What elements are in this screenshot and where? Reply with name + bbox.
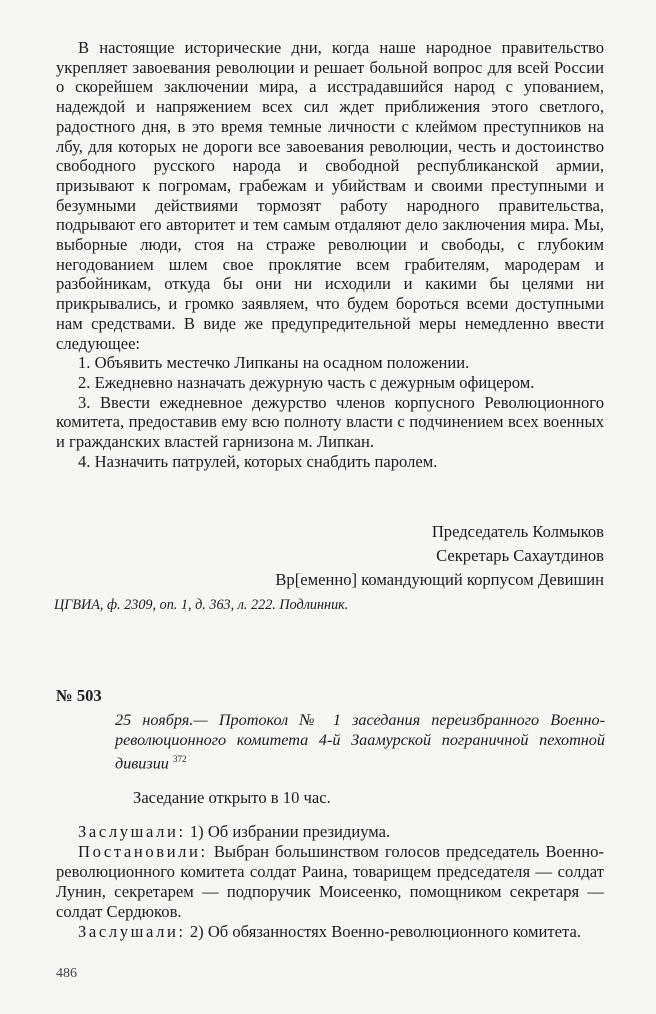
minutes-text: Выбран большинством голосов председатель Военно-революционного комитета солдат Раина, товарищем председателя — солдат Лунин, секретарем — подпоручик Моисеенко, помощником секретаря — солдат Сердюков. — [56, 842, 604, 921]
document-title — [115, 711, 605, 774]
page-number: 486 — [56, 966, 77, 981]
point-3: 3. Ввести ежедневное дежурство членов корпусного Революционного комитета, предоставив ему всю полноту власти с подчинением всех военных и гражданских властей гарнизона м. Липкан. — [56, 392, 604, 452]
point-1: 1. Объявить местечко Липканы на осадном положении. — [78, 353, 470, 373]
archive-source: ЦГВИА, ф. 2309, оп. 1, д. 363, л. 222. Подлинник. — [54, 597, 349, 613]
point-4: 4. Назначить патрулей, которых снабдить паролем. — [78, 451, 438, 471]
minutes-text: 1) Об избрании президиума. — [189, 822, 391, 841]
minutes-text: 2) Об обязанностях Военно-революционного комитета. — [189, 922, 581, 941]
document-number: № 503 — [56, 686, 102, 705]
meeting-opening: Заседание открыто в 10 час. — [133, 788, 331, 807]
minutes-item — [56, 822, 604, 842]
minutes-item — [56, 842, 604, 922]
intro-paragraph: В настоящие исторические дни, когда наше народное правительство укрепляет завоевания революции и решает больной вопрос для всей России о скорейшем заключении мира, а исстрадавшийся народ с упованием, надеждой и напряжением всех сил ждет приближения этого светлого, радостного дня, в это время темные личности с клеймом преступников на лбу, для которых не дороги все завоевания революции, честь и достоинство свободного русского народа и свободной республиканской армии, призывают к погромам, грабежам и убийствам и своими преступными и безумными действиями тормозят работу народного правительства, подрывают его авторитет и тем самым отдаляют дело заключения мира. Мы, выборные люди, стоя на страже революции и свободы, с глубоким негодованием шлем свое проклятие всем грабителям, мародерам и разбойникам, откуда бы они ни исходили и какими бы целями ни прикрывались, и громко заявляем, что будем бороться всеми доступными нам средствами. В виде же предупредительной меры немедленно ввести следующее: — [56, 38, 604, 353]
point-2: 2. Ежедневно назначать дежурную часть с дежурным офицером. — [78, 372, 535, 392]
secretary-signature: Секретарь Сахаутдинов — [436, 546, 604, 565]
signature-block — [56, 520, 604, 592]
minutes-item — [56, 922, 604, 942]
chairman-signature: Председатель Колмыков — [431, 522, 604, 541]
document-title-text: 25 ноября.— Протокол № 1 заседания переизбранного Военно-революционного комитета 4-й Заамурской пограничной пехотной дивизии — [115, 711, 605, 773]
minutes-label: Постановили: — [78, 842, 208, 861]
minutes-label: Заслушали: — [78, 822, 186, 841]
footnote-ref: 372 — [172, 754, 187, 764]
resolution-text — [56, 38, 604, 471]
minutes-block — [56, 822, 604, 942]
commander-signature: Вр[еменно] командующий корпусом Девишин — [275, 570, 604, 589]
minutes-label: Заслушали: — [78, 922, 186, 941]
